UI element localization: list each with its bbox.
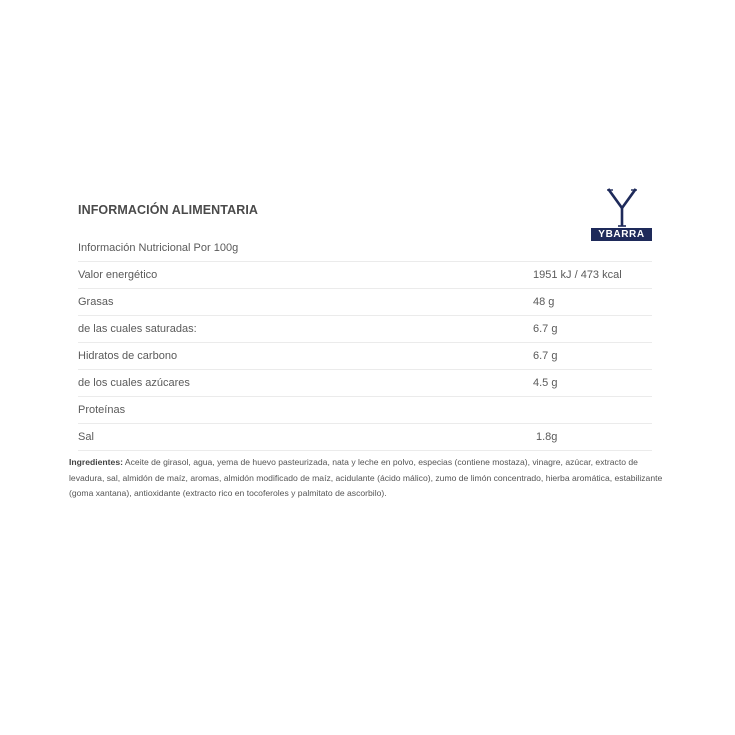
ingredients-list: Aceite de girasol, agua, yema de huevo pasteurizada, nata y leche en polvo, especias (contiene mostaza), vinagre, azúcar, extracto de levadura, sal, almidón de maíz, aromas, almidón modificado de maíz, acidulante (ácido málico), zumo de limón concentrado, hierba aromática, estabilizante (goma xantana), antioxidante (extracto rico en tocoferoles y palmitato de ascorbilo). xyxy=(69,457,663,498)
nutrition-header: Información Nutricional Por 100g xyxy=(78,242,239,254)
section-title: INFORMACIÓN ALIMENTARIA xyxy=(78,203,259,217)
nutrition-header-row xyxy=(78,235,652,262)
row-label: de los cuales azúcares xyxy=(78,377,190,389)
row-value: 1.8g xyxy=(536,431,558,443)
table-row xyxy=(78,424,652,451)
row-value: 4.5 g xyxy=(533,377,558,389)
row-label: Hidratos de carbono xyxy=(78,350,178,362)
ingredients-text xyxy=(69,455,669,502)
table-row xyxy=(78,289,652,316)
nutrition-table xyxy=(78,235,652,451)
brand-logo xyxy=(591,188,652,241)
table-row xyxy=(78,370,652,397)
brand-name: YBARRA xyxy=(591,228,652,241)
table-row xyxy=(78,262,652,289)
row-label: Sal xyxy=(78,431,94,443)
row-label: Valor energético xyxy=(78,269,158,281)
row-value: 6.7 g xyxy=(533,323,558,335)
table-row xyxy=(78,316,652,343)
row-value: 48 g xyxy=(533,296,555,308)
ingredients-label: Ingredientes: xyxy=(69,457,123,467)
row-label: Proteínas xyxy=(78,404,126,416)
row-label: de las cuales saturadas: xyxy=(78,323,197,335)
table-row xyxy=(78,397,652,424)
row-label: Grasas xyxy=(78,296,114,308)
brand-y-mark-icon xyxy=(607,188,637,228)
row-value: 6.7 g xyxy=(533,350,558,362)
row-value: 1951 kJ / 473 kcal xyxy=(533,269,622,281)
table-row xyxy=(78,343,652,370)
